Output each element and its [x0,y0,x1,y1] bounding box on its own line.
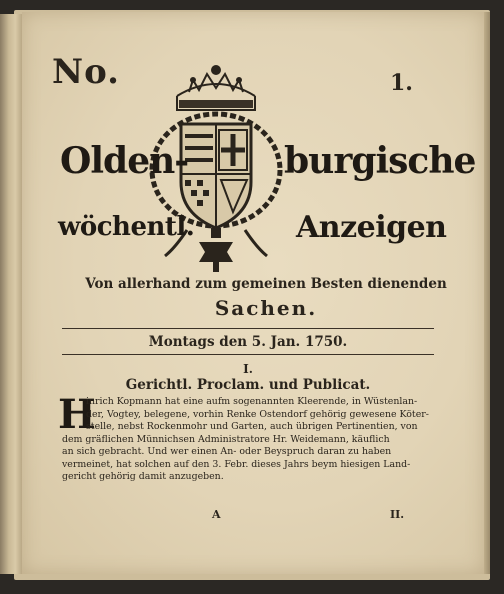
newspaper-page [22,12,484,574]
title-left-line1: Olden- [60,140,189,182]
subtitle-line2: Sachen. [214,296,318,320]
article-line: inrich Kopmann hat eine aufm sogenannten Kleerende, in Wüstenlan- [86,396,418,407]
article-body [62,396,432,484]
article-line: stelle, nebst Rockenmohr und Garten, auch übrigen Pertinentien, von [86,421,418,432]
show-through-text [62,490,442,550]
section-number: I. [243,362,253,376]
title-right-line1: burgische [284,140,476,182]
binding-edge [0,14,23,574]
section-title: Gerichtl. Proclam. und Publicat. [125,377,371,393]
next-section-number: II. [390,508,405,521]
article-line: dem gräflichen Münnichsen Administratore Hr. Weidemann, käuflich [62,433,390,445]
rule-bottom [62,354,434,355]
rule-top [62,328,434,329]
article-line: der, Vogtey, belegene, vorhin Renke Ostendorf gehörig gewesene Köter- [86,408,429,420]
title-right-line2: Anzeigen [296,210,447,245]
number-label: No. [52,52,120,92]
subtitle-line1: Von allerhand zum gemeinen Besten dienenden [85,276,447,292]
drop-cap: H [58,391,96,438]
article-line: vermeinet, hat solchen auf den 3. Febr. dieses Jahrs beym hiesigen Land- [62,458,411,470]
date-line: Montags den 5. Jan. 1750. [148,334,348,350]
title-left-line2: wöchentl. [58,212,195,242]
article-line: an sich gebracht. Und wer einen An- oder Beyspruch daran zu haben [62,446,392,457]
page-right-edge [484,12,490,574]
issue-number: 1. [390,70,413,96]
article-line: gericht gehörig damit anzugeben. [62,471,224,482]
signature-mark: A [212,508,221,521]
